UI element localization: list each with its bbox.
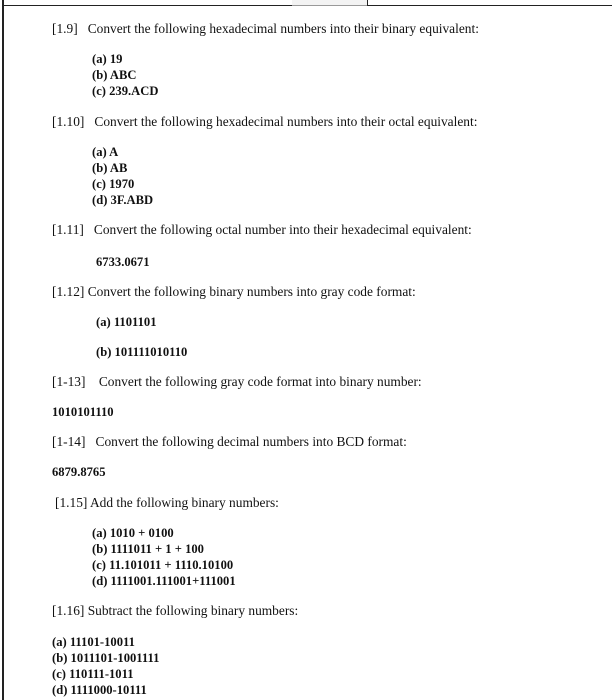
item: (b) ABC xyxy=(92,68,137,82)
item: 1010101110 xyxy=(52,405,114,419)
question-text: Convert the following octal number into their hexadecimal equivalent: xyxy=(93,222,472,237)
top-border-right xyxy=(367,0,612,6)
question-number: [1-14] xyxy=(52,434,86,449)
question-1-12 xyxy=(52,284,416,300)
question-text: Convert the following decimal numbers into BCD format: xyxy=(95,434,407,449)
question-text: Convert the following gray code format into binary number: xyxy=(98,374,422,389)
question-number: [1.9] xyxy=(52,21,78,36)
question-text: Convert the following binary numbers into gray code format: xyxy=(87,284,416,299)
question-number: [1-13] xyxy=(52,374,86,389)
question-number: [1.10] xyxy=(52,114,85,129)
question-1-14 xyxy=(52,434,407,450)
question-number: [1.16] xyxy=(52,603,85,618)
item: (d) 1111001.111001+111001 xyxy=(92,574,236,588)
item: (c) 11.101011 + 1110.10100 xyxy=(92,558,234,572)
question-1-11 xyxy=(52,222,472,238)
item: 6733.0671 xyxy=(96,255,150,269)
page-frame-left xyxy=(2,0,4,700)
question-1-16 xyxy=(52,603,298,619)
question-number: [1.15] xyxy=(55,495,88,510)
item: (d) 1111000-10111 xyxy=(52,683,147,697)
item: (a) 19 xyxy=(92,52,123,66)
top-border-left xyxy=(2,0,293,6)
item: (a) 1010 + 0100 xyxy=(92,526,174,540)
item: (a) A xyxy=(92,145,119,159)
item: (b) 1111011 + 1 + 100 xyxy=(92,542,204,556)
item: (b) 1011101-1001111 xyxy=(52,651,160,665)
item: (c) 1970 xyxy=(92,177,135,191)
question-number: [1.12] xyxy=(52,284,85,299)
question-1-10 xyxy=(52,114,477,130)
question-text: Convert the following hexadecimal numbers into their octal equivalent: xyxy=(94,114,478,129)
question-text: Subtract the following binary numbers: xyxy=(87,603,299,618)
item: 6879.8765 xyxy=(52,465,106,479)
top-border-tab xyxy=(292,0,367,6)
question-text: Add the following binary numbers: xyxy=(89,495,279,510)
question-text: Convert the following hexadecimal numbers into their binary equivalent: xyxy=(87,21,479,36)
item: (b) 101111010110 xyxy=(96,345,188,359)
question-1-15 xyxy=(55,495,279,511)
item: (c) 110111-1011 xyxy=(52,667,134,681)
question-1-13 xyxy=(52,374,422,390)
item: (a) 1101101 xyxy=(96,315,157,329)
item: (c) 239.ACD xyxy=(92,84,159,98)
item: (a) 11101-10011 xyxy=(52,635,135,649)
question-1-9 xyxy=(52,21,479,37)
item: (b) AB xyxy=(92,161,128,175)
item: (d) 3F.ABD xyxy=(92,193,154,207)
question-number: [1.11] xyxy=(52,222,84,237)
